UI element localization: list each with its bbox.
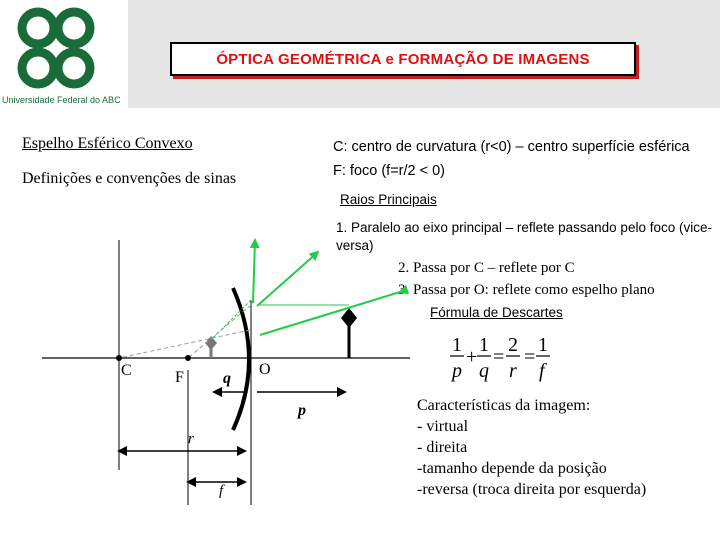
formula-num-1: 1 [452,334,462,356]
rays-title: Raios Principais [340,192,437,207]
formula-equals-2: = [524,346,536,368]
ray-2-text: 2. Passa por C – reflete por C [398,260,575,276]
point-f [185,355,191,361]
definition-f: F: foco (f=r/2 < 0) [333,163,446,179]
formula-title: Fórmula de Descartes [430,305,563,320]
formula-num-2: 1 [479,334,489,356]
characteristic-item: - virtual [417,418,469,435]
formula-f: f [539,360,545,382]
formula-num-3: 1 [538,334,548,356]
section-heading: Espelho Esférico Convexo [22,135,193,152]
formula-q: q [479,360,489,382]
label-p: p [298,402,306,419]
convex-mirror [233,288,249,430]
label-c: C [121,362,132,379]
ray-1-reflected [257,252,318,306]
formula-plus: + [466,346,478,368]
label-f-length: f [219,483,224,499]
ray-3-text: 3. Passa por O: reflete como espelho plano [398,282,655,298]
definition-c: C: centro de curvatura (r<0) – centro superfície esférica [333,139,690,155]
formula-num-two: 2 [508,334,518,356]
ray-3-reflected [253,240,255,303]
point-c [116,355,122,361]
formula-p: p [452,360,462,382]
ray-1-text: 1. Paralelo ao eixo principal – reflete passando pelo foco (vice-versa) [336,220,712,253]
label-o: O [259,361,271,378]
formula-r: r [509,360,517,382]
label-r: r [188,431,194,447]
ray-2-extension [119,330,250,358]
ray-center-incident [260,292,400,335]
section-subheading: Definições e convenções de sinas [22,170,237,187]
page-title: ÓPTICA GEOMÉTRICA e FORMAÇÃO DE IMAGENS [216,50,590,68]
formula-equals: = [493,346,505,368]
characteristic-item: -reversa (troca direita por esquerda) [417,481,647,498]
characteristics-title: Características da imagem: [417,397,591,414]
object-head [341,308,357,328]
label-f: F [175,369,184,386]
descartes-formula [450,334,550,382]
university-name: Universidade Federal do ABC [2,95,121,105]
characteristic-item: -tamanho depende da posição [417,460,607,477]
label-q: q [223,370,231,387]
characteristic-item: - direita [417,439,468,456]
